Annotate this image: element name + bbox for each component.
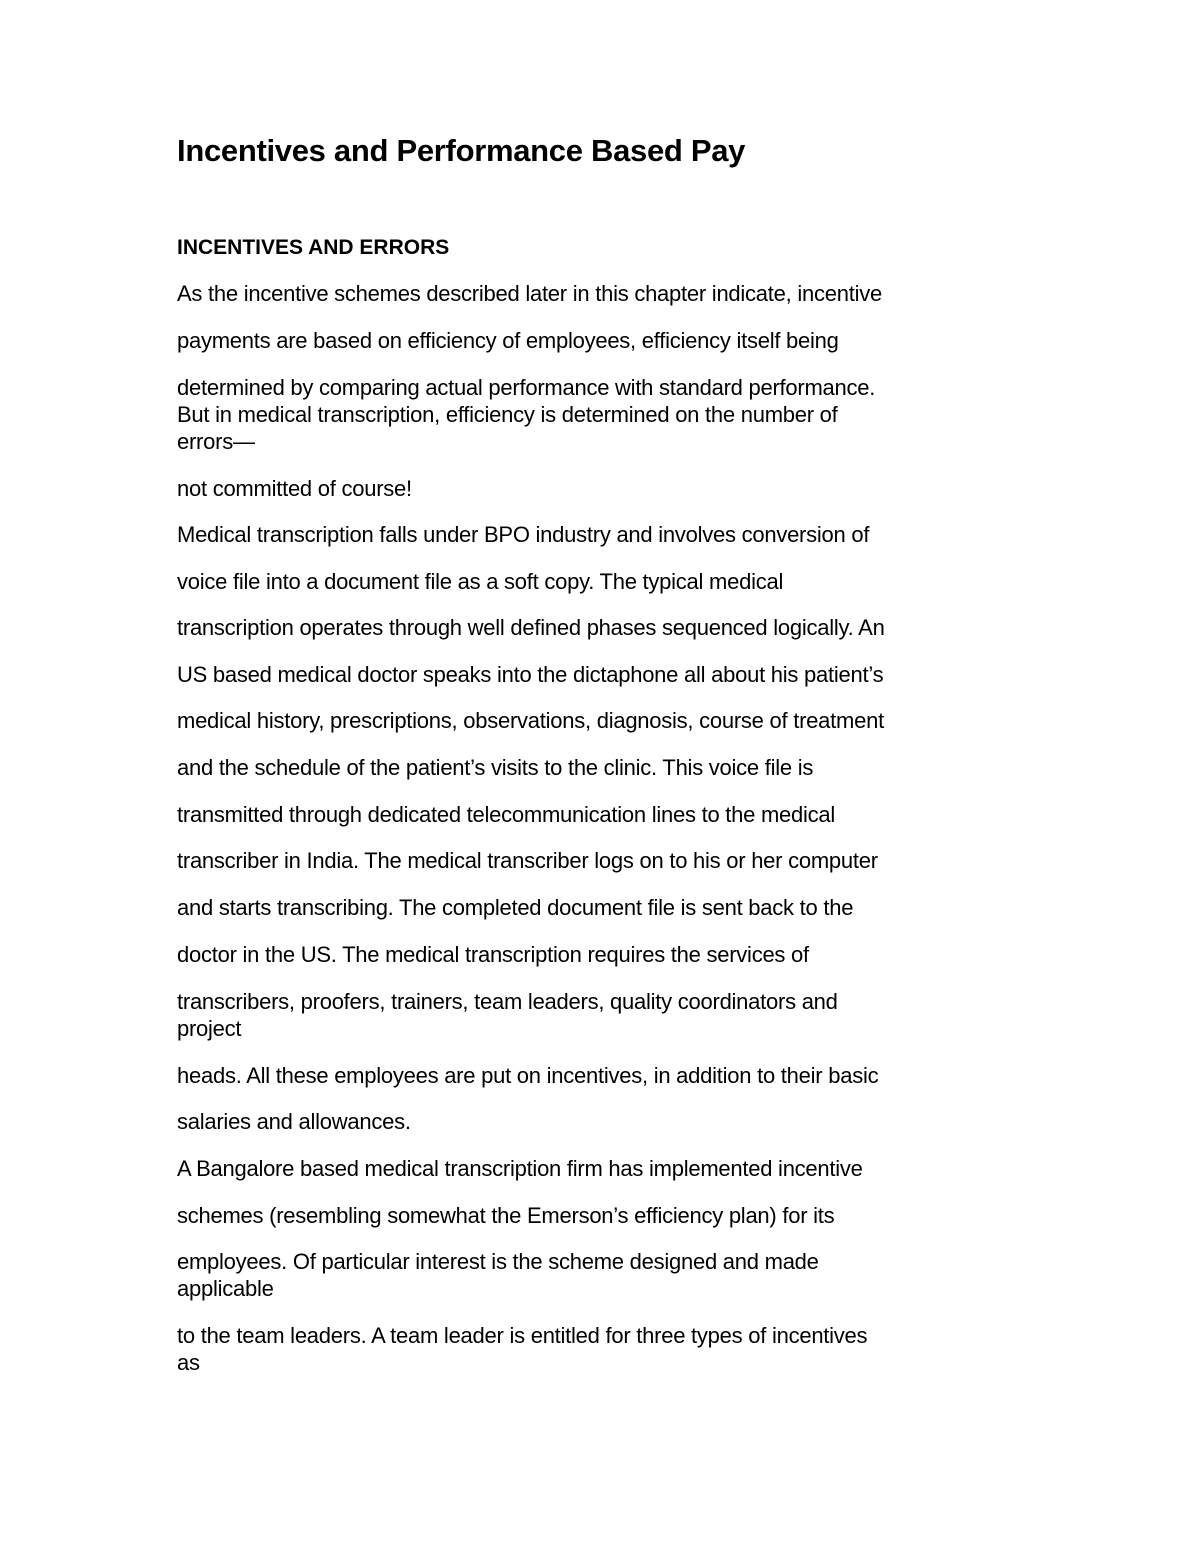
body-line: schemes (resembling somewhat the Emerson’s efficiency plan) for its (177, 1203, 835, 1228)
body-line: errors— (177, 429, 255, 454)
body-line: applicable (177, 1276, 274, 1301)
document-title: Incentives and Performance Based Pay (177, 133, 746, 168)
body-line: voice file into a document file as a soft copy. The typical medical (177, 569, 784, 594)
body-line: US based medical doctor speaks into the dictaphone all about his patient’s (177, 662, 884, 687)
body-line: doctor in the US. The medical transcription requires the services of (177, 942, 809, 967)
section-heading: INCENTIVES AND ERRORS (177, 236, 450, 259)
body-line: A Bangalore based medical transcription firm has implemented incentive (177, 1156, 863, 1181)
body-line: determined by comparing actual performance with standard performance. (177, 375, 876, 400)
body-line: and starts transcribing. The completed document file is sent back to the (177, 895, 854, 920)
body-line: As the incentive schemes described later in this chapter indicate, incentive (177, 281, 882, 306)
body-line: payments are based on efficiency of employees, efficiency itself being (177, 328, 839, 353)
body-line: salaries and allowances. (177, 1109, 411, 1134)
body-line: not committed of course! (177, 476, 412, 501)
body-line: heads. All these employees are put on incentives, in addition to their basic (177, 1063, 879, 1088)
body-line: employees. Of particular interest is the scheme designed and made (177, 1249, 819, 1274)
body-line: transcribers, proofers, trainers, team leaders, quality coordinators and (177, 989, 838, 1014)
body-line: medical history, prescriptions, observations, diagnosis, course of treatment (177, 708, 884, 733)
body-line: transmitted through dedicated telecommunication lines to the medical (177, 802, 836, 827)
body-line: as (177, 1350, 200, 1375)
body-line: to the team leaders. A team leader is entitled for three types of incentives (177, 1323, 868, 1348)
body-line: and the schedule of the patient’s visits to the clinic. This voice file is (177, 755, 814, 780)
body-line: transcription operates through well defined phases sequenced logically. An (177, 615, 885, 640)
body-line: Medical transcription falls under BPO industry and involves conversion of (177, 522, 870, 547)
body-line: project (177, 1016, 242, 1041)
body-line: But in medical transcription, efficiency is determined on the number of (177, 402, 838, 427)
body-line: transcriber in India. The medical transcriber logs on to his or her computer (177, 848, 878, 873)
